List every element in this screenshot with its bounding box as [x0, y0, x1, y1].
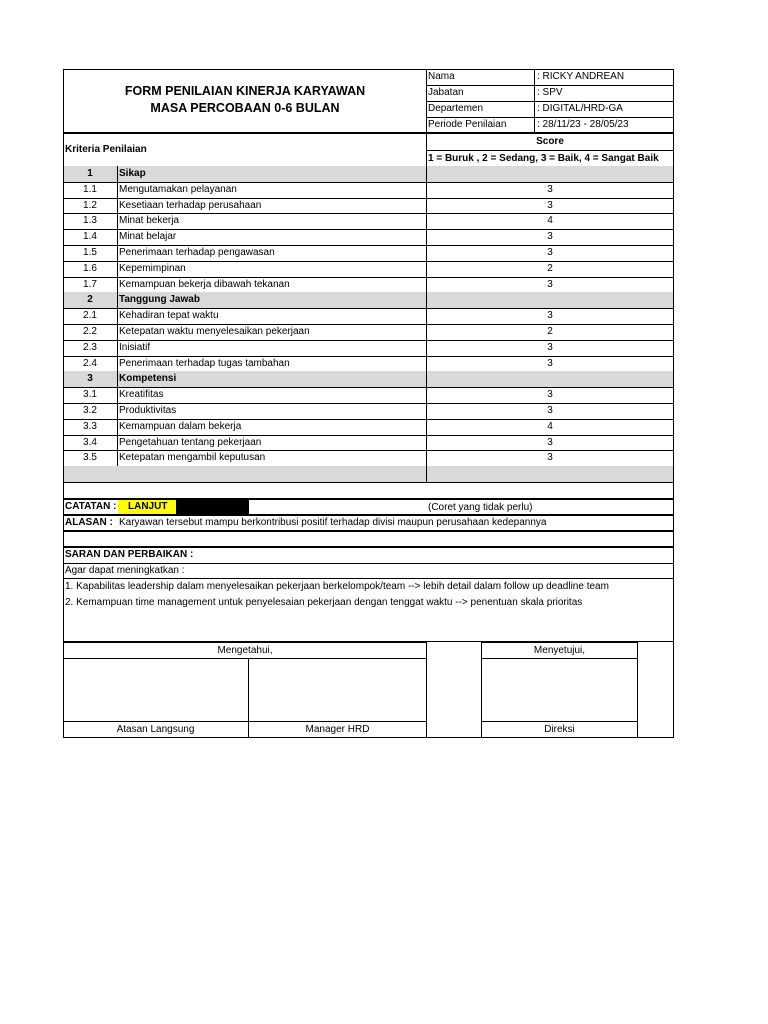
criteria-number: 3.4 [83, 436, 97, 448]
criteria-number: 1.6 [83, 262, 97, 274]
criteria-number: 1.1 [83, 183, 97, 195]
table-border [673, 482, 674, 498]
table-border [117, 356, 118, 372]
table-border [673, 166, 674, 182]
table-border [117, 245, 118, 261]
section-row-shading [63, 166, 674, 182]
criteria-label: Pengetahuan tentang pekerjaan [119, 436, 262, 448]
criteria-number: 1.7 [83, 278, 97, 290]
criteria-label: Ketepatan mengambil keputusan [119, 452, 266, 464]
signature-atasan-label: Atasan Langsung [116, 724, 195, 735]
section-name: Sikap [119, 168, 146, 179]
criteria-number: 1.3 [83, 215, 97, 227]
saran-title: SARAN DAN PERBAIKAN : [65, 549, 194, 560]
signature-bottom-line [63, 737, 674, 738]
table-border [117, 340, 118, 356]
criteria-label: Kehadiran tepat waktu [119, 310, 219, 322]
criteria-label: Kesetiaan terhadap perusahaan [119, 199, 262, 211]
criteria-label: Ketepatan waktu menyelesaikan pekerjaan [119, 326, 310, 337]
signature-menyetujui-label: Menyetujui, [533, 645, 586, 656]
info-label-jabatan: Jabatan [428, 87, 464, 98]
saran-item: 1. Kapabilitas leadership dalam menyelesaikan pekerjaan berkelompok/team --> lebih detail dalam follow up deadline team [65, 581, 609, 592]
table-border [117, 387, 118, 403]
section-number: 2 [87, 294, 93, 306]
table-border [673, 466, 674, 482]
signature-manager-label: Manager HRD [305, 724, 370, 735]
criteria-label: Penerimaan terhadap pengawasan [119, 247, 275, 258]
criteria-score: 2 [547, 262, 553, 274]
catatan-strikeout-block [176, 500, 248, 514]
signature-right-border [673, 642, 674, 738]
table-border [117, 182, 118, 198]
criteria-number: 1.5 [83, 247, 97, 258]
criteria-number: 3.2 [83, 405, 97, 416]
section-number: 1 [87, 168, 93, 179]
signature-line [481, 658, 638, 659]
table-border [117, 419, 118, 435]
table-border [117, 229, 118, 245]
info-value-periode: : 28/11/23 - 28/05/23 [537, 119, 629, 130]
criteria-score: 3 [547, 183, 553, 195]
criteria-score: 4 [547, 215, 553, 227]
table-border [117, 450, 118, 466]
table-border [63, 466, 64, 482]
table-border [117, 292, 118, 308]
table-border [117, 213, 118, 229]
criteria-label: Minat bekerja [119, 215, 180, 227]
criteria-score: 4 [547, 420, 553, 432]
table-border [63, 482, 64, 498]
criteria-label: Kepemimpinan [119, 262, 186, 274]
table-border [426, 371, 427, 387]
criteria-score: 3 [547, 247, 553, 258]
criteria-label: Produktivitas [119, 405, 177, 416]
criteria-label: Kreatifitas [119, 389, 164, 401]
signature-direksi-label: Direksi [544, 724, 575, 735]
criteria-number: 2.1 [83, 310, 97, 322]
catatan-value: LANJUT [128, 501, 168, 512]
table-border [117, 166, 118, 182]
criteria-score: 3 [547, 389, 553, 401]
criteria-number: 3.5 [83, 452, 97, 464]
table-border [117, 277, 118, 293]
signature-line [63, 658, 427, 659]
criteria-score: 3 [547, 278, 553, 290]
info-value-nama: : RICKY ANDREAN [537, 71, 625, 82]
criteria-label: Inisiatif [119, 341, 151, 353]
criteria-number: 1.4 [83, 231, 97, 243]
score-legend: 1 = Buruk , 2 = Sedang, 3 = Baik, 4 = Sangat Baik [428, 153, 659, 164]
table-border [117, 435, 118, 451]
info-label-periode: Periode Penilaian [428, 119, 507, 130]
info-value-departemen: : DIGITAL/HRD-GA [537, 103, 623, 114]
form-title-line2: MASA PERCOBAAN 0-6 BULAN [150, 101, 340, 115]
catatan-divider [248, 499, 249, 515]
table-border [117, 371, 118, 387]
table-border [426, 166, 427, 182]
score-header: Score [536, 136, 564, 147]
table-row-line [63, 482, 674, 483]
table-border [426, 466, 427, 482]
criteria-number: 1.2 [83, 199, 97, 211]
saran-item: 2. Kemampuan time management untuk penyelesaian pekerjaan dengan tenggat waktu --> penentuan skala prioritas [65, 597, 583, 608]
criteria-score: 3 [547, 231, 553, 243]
table-border [117, 308, 118, 324]
form-title-line1: FORM PENILAIAN KINERJA KARYAWAN [124, 84, 366, 98]
section-name: Tanggung Jawab [119, 294, 200, 306]
criteria-label: Kemampuan bekerja dibawah tekanan [119, 278, 290, 290]
criteria-score: 2 [547, 326, 553, 337]
info-label-departemen: Departemen [428, 103, 484, 114]
criteria-number: 2.4 [83, 357, 97, 369]
criteria-label: Penerimaan terhadap tugas tambahan [119, 357, 290, 369]
table-border [117, 198, 118, 214]
catatan-note: (Coret yang tidak perlu) [428, 502, 533, 513]
criteria-number: 3.3 [83, 420, 97, 432]
criteria-score: 3 [547, 436, 553, 448]
criteria-number: 2.3 [83, 341, 97, 353]
criteria-score: 3 [547, 341, 553, 353]
info-value-jabatan: : SPV [537, 87, 563, 98]
table-border [117, 403, 118, 419]
table-border [673, 371, 674, 387]
table-border [117, 261, 118, 277]
criteria-label: Minat belajar [119, 231, 177, 243]
table-border [117, 324, 118, 340]
criteria-header: Kriteria Penilaian [65, 144, 147, 155]
criteria-score: 3 [547, 405, 553, 416]
criteria-score: 3 [547, 357, 553, 369]
saran-subtitle: Agar dapat meningkatkan : [65, 565, 185, 576]
section-number: 3 [87, 373, 93, 385]
criteria-label: Mengutamakan pelayanan [119, 183, 237, 195]
section-name: Kompetensi [119, 373, 177, 385]
info-label-nama: Nama [428, 71, 455, 82]
alasan-label: ALASAN : [65, 517, 113, 528]
criteria-label: Kemampuan dalam bekerja [119, 420, 242, 432]
alasan-value: Karyawan tersebut mampu berkontribusi positif terhadap divisi maupun perusahaan kedepannya [119, 517, 547, 528]
table-border [673, 292, 674, 308]
blank-row [63, 531, 674, 547]
criteria-number: 2.2 [83, 326, 97, 337]
catatan-label: CATATAN : [65, 501, 117, 512]
table-border [426, 292, 427, 308]
signature-mengetahui-label: Mengetahui, [217, 645, 273, 656]
criteria-score: 3 [547, 310, 553, 322]
criteria-score: 3 [547, 199, 553, 211]
section-row-shading [63, 466, 674, 482]
criteria-score: 3 [547, 452, 553, 464]
criteria-number: 3.1 [83, 389, 97, 401]
